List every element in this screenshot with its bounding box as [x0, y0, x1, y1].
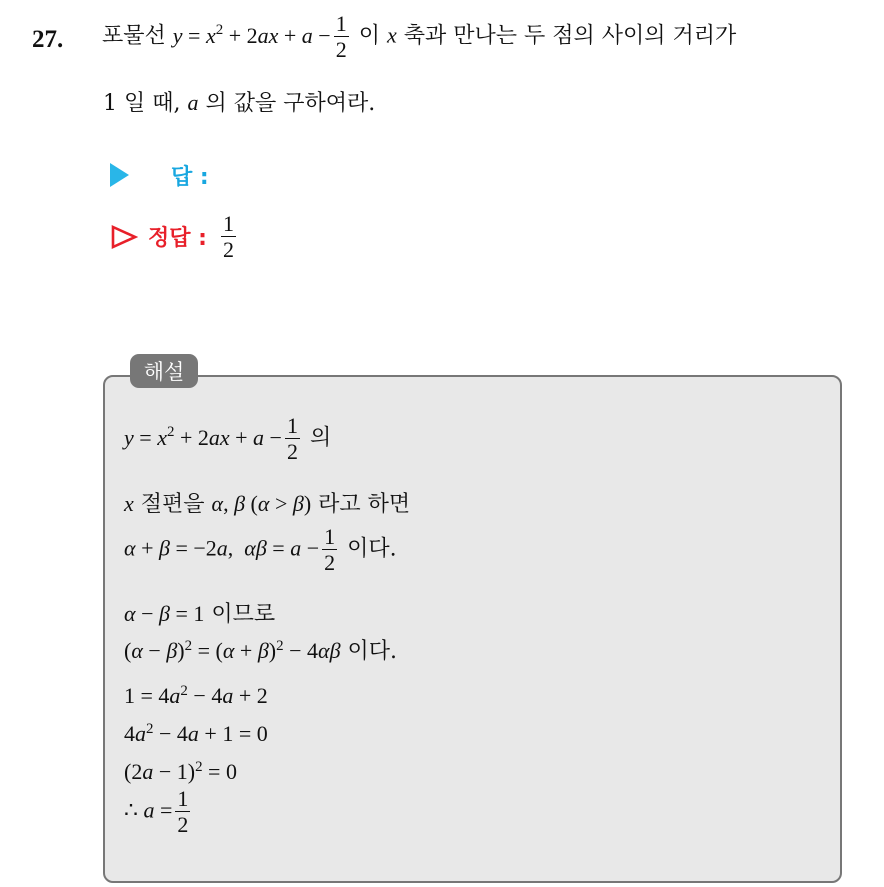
solution-label: 정답 : — [148, 226, 207, 252]
question-text: 포물선 — [102, 23, 173, 49]
question-text: 이 — [351, 23, 387, 49]
solution-row — [110, 212, 239, 261]
explanation-line-1: $y = x^2 + 2ax + a$ − $\frac{1}{2}$ 의 — [124, 413, 332, 465]
question-text: 축과 만나는 두 점의 사이의 거리가 — [396, 23, 737, 49]
explanation-tab: 해설 — [130, 354, 198, 388]
question-text: 1 일 때, — [103, 91, 188, 116]
explanation-line-7: $4a^2 - 4a + 1 = 0$ — [124, 720, 268, 746]
answer-row — [110, 158, 209, 192]
question-equation: $y = x^2 + 2ax + a$ − — [172, 22, 331, 48]
explanation-line-4: α − β = 1 이므로 — [124, 601, 276, 627]
question-text: 의 값을 구하여라. — [198, 91, 376, 116]
explanation-line-9: ∴ a = $\frac{1}{2}$ — [124, 786, 189, 838]
answer-label: 답 : — [171, 164, 209, 190]
solution-value: $\frac{1}{2}$ — [222, 211, 234, 263]
explanation-line-8: $(2a - 1)^2 = 0$ — [124, 758, 237, 784]
fraction-one-half: $\frac{1}{2}$ — [335, 11, 347, 63]
explanation-line-6: $1 = 4a^2 - 4a + 2$ — [124, 682, 268, 708]
explanation-line-5: $(\alpha - \beta)^2 = (\alpha + \beta)^2 - 4\alpha\beta$ 이다. — [124, 637, 398, 664]
question-number: 27. — [32, 26, 64, 53]
question-line-2: 1 일 때, a 의 값을 구하여라. — [103, 90, 376, 116]
explanation-line-2: x 절편을 α, β (α > β) 라고 하면 — [124, 491, 411, 517]
play-outline-icon — [110, 224, 138, 250]
question-line-1: 포물선 $y = x^2 + 2ax + a$ − $\frac{1}{2}$ 이 x 축과 만나는 두 점의 사이의 거리가 — [102, 11, 737, 63]
play-filled-icon — [110, 163, 129, 187]
explanation-line-3: α + β = −2a, αβ = a − $\frac{1}{2}$ 이다. — [124, 524, 397, 576]
